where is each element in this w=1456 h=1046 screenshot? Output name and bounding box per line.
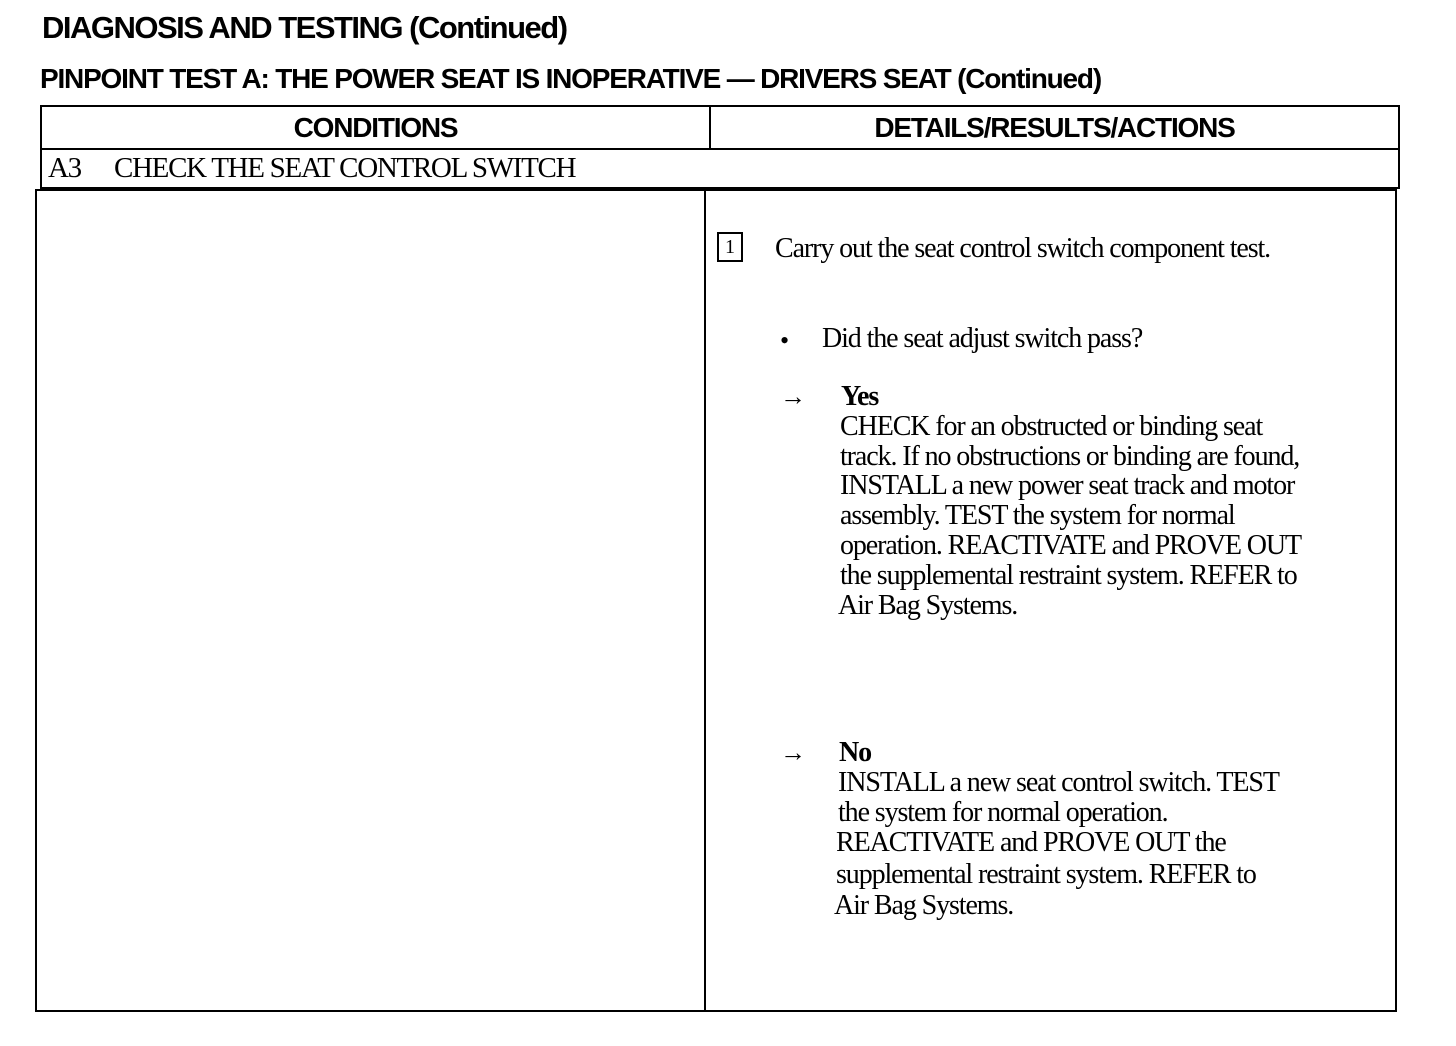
result-no-label: No (839, 737, 872, 768)
question-text: Did the seat adjust switch pass? (822, 323, 1143, 354)
question-bullet: • (780, 326, 790, 355)
result-no-line: INSTALL a new seat control switch. TEST (838, 767, 1279, 798)
result-yes-line: assembly. TEST the system for normal (840, 500, 1235, 531)
step-row (40, 148, 1400, 189)
result-yes-line: track. If no obstructions or binding are found, (840, 441, 1300, 472)
result-yes-line: the supplemental restraint system. REFER to (840, 560, 1297, 591)
step-title: CHECK THE SEAT CONTROL SWITCH (114, 152, 576, 184)
result-yes-line: Air Bag Systems. (838, 590, 1018, 621)
no-arrow-icon: → (780, 738, 806, 767)
result-yes-line: operation. REACTIVATE and PROVE OUT (840, 530, 1302, 561)
result-yes-label: Yes (841, 381, 879, 412)
table-header-row (40, 105, 1400, 150)
column-header-conditions: CONDITIONS (293, 112, 458, 143)
test-title: PINPOINT TEST A: THE POWER SEAT IS INOPERATIVE — DRIVERS SEAT (Continued) (40, 63, 1101, 94)
result-yes-line: CHECK for an obstructed or binding seat (840, 411, 1263, 442)
column-header-details: DETAILS/RESULTS/ACTIONS (874, 112, 1235, 143)
yes-arrow-icon: → (780, 382, 806, 411)
step-id: A3 (48, 152, 81, 184)
result-no-line: the system for normal operation. (838, 797, 1168, 828)
action-text: Carry out the seat control switch component test. (775, 233, 1271, 264)
result-no-line: REACTIVATE and PROVE OUT the (836, 827, 1226, 858)
result-no-line: supplemental restraint system. REFER to (836, 859, 1256, 890)
body-column-divider (704, 191, 706, 1010)
section-title: DIAGNOSIS AND TESTING (Continued) (42, 10, 567, 45)
result-yes-line: INSTALL a new power seat track and motor (840, 470, 1295, 501)
result-no-line: Air Bag Systems. (834, 890, 1014, 921)
action-number-box: 1 (717, 232, 743, 262)
